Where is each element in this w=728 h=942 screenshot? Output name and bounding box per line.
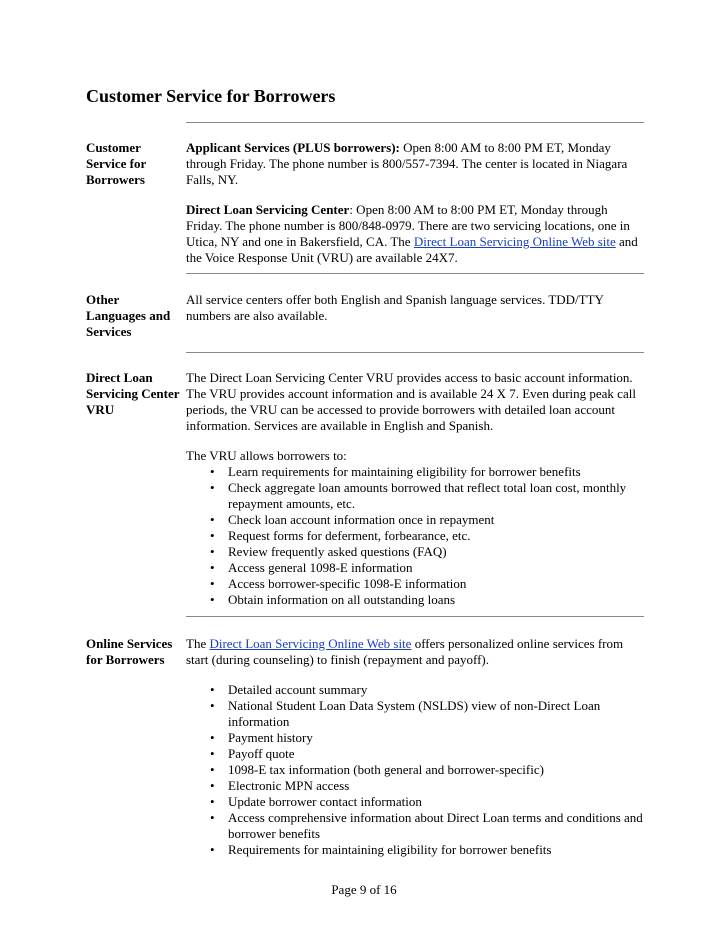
page-number: Page 9 of 16 [331,882,397,897]
paragraph-text: and the Voice Response Unit (VRU) are available 24X7. [186,234,638,265]
section-divider [186,352,644,353]
list-item: • Access comprehensive information about Direct Loan terms and conditions and borrower benefits [228,810,644,842]
paragraph-heading: Direct Loan Servicing Center [186,202,350,217]
paragraph-text: Open 8:00 AM to 8:00 PM ET, Monday through Friday. The phone number is 800/557-7394. The center is located in Niagara Falls, NY. [186,140,628,187]
list-item: • Learn requirements for maintaining eligibility for borrower benefits [228,464,644,480]
page-title: Customer Service for Borrowers [86,86,336,106]
list-item: • Payment history [228,730,644,746]
section-label: Online Services for Borrowers [86,636,173,667]
section-body [186,140,644,280]
section-divider [186,616,644,617]
list-item: • Review frequently asked questions (FAQ) [228,544,644,560]
list-item: • Update borrower contact information [228,794,644,810]
section-body [186,636,644,858]
servicing-center-paragraph [186,202,644,266]
list-item: • Payoff quote [228,746,644,762]
section-label: Customer Service for Borrowers [86,140,147,187]
online-feature-list [186,682,644,858]
list-item: • Requirements for maintaining eligibility for borrower benefits [228,842,644,858]
section-body [186,370,644,608]
section-body [186,292,644,338]
section-label: Other Languages and Services [86,292,171,339]
list-item: • National Student Loan Data System (NSLDS) view of non-Direct Loan information [228,698,644,730]
vru-feature-list [186,464,644,608]
paragraph-heading: Applicant Services (PLUS borrowers): [186,140,400,155]
languages-paragraph: All service centers offer both English and Spanish language services. TDD/TTY numbers are also available. [186,292,604,323]
list-item: • Request forms for deferment, forbearance, etc. [228,528,644,544]
applicant-services-paragraph [186,140,644,188]
paragraph-text: The [186,636,210,651]
list-item: • Detailed account summary [228,682,644,698]
online-services-paragraph [186,636,644,668]
vru-intro: The VRU allows borrowers to: [186,448,347,463]
section-divider [186,122,644,123]
list-item: • Check aggregate loan amounts borrowed that reflect total loan cost, monthly repayment amounts, etc. [228,480,644,512]
list-item: • Access borrower-specific 1098-E information [228,576,644,592]
paragraph-text: : Open 8:00 AM to 8:00 PM ET, Monday through Friday. The phone number is 800/848-0979. There are two servicing locations, one in Utica, NY and one in Bakersfield, CA. The [186,202,630,249]
list-item: • Electronic MPN access [228,778,644,794]
vru-paragraph: The Direct Loan Servicing Center VRU provides access to basic account information. The VRU provides account information and is available 24 X 7. Even during peak call periods, the VRU can be accessed to provide borrowers with detailed loan account information. Services are available in English and Spanish. [186,370,636,433]
list-item: • Obtain information on all outstanding loans [228,592,644,608]
list-item: • Check loan account information once in repayment [228,512,644,528]
list-item: • Access general 1098-E information [228,560,644,576]
servicing-web-site-link[interactable]: Direct Loan Servicing Online Web site [209,636,412,651]
list-item: • 1098-E tax information (both general and borrower-specific) [228,762,644,778]
section-divider [186,273,644,274]
section-label: Direct Loan Servicing Center VRU [86,370,180,417]
paragraph-text: offers personalized online services from start (during counseling) to finish (repayment and payoff). [186,636,624,667]
servicing-web-site-link[interactable]: Direct Loan Servicing Online Web site [413,234,616,249]
